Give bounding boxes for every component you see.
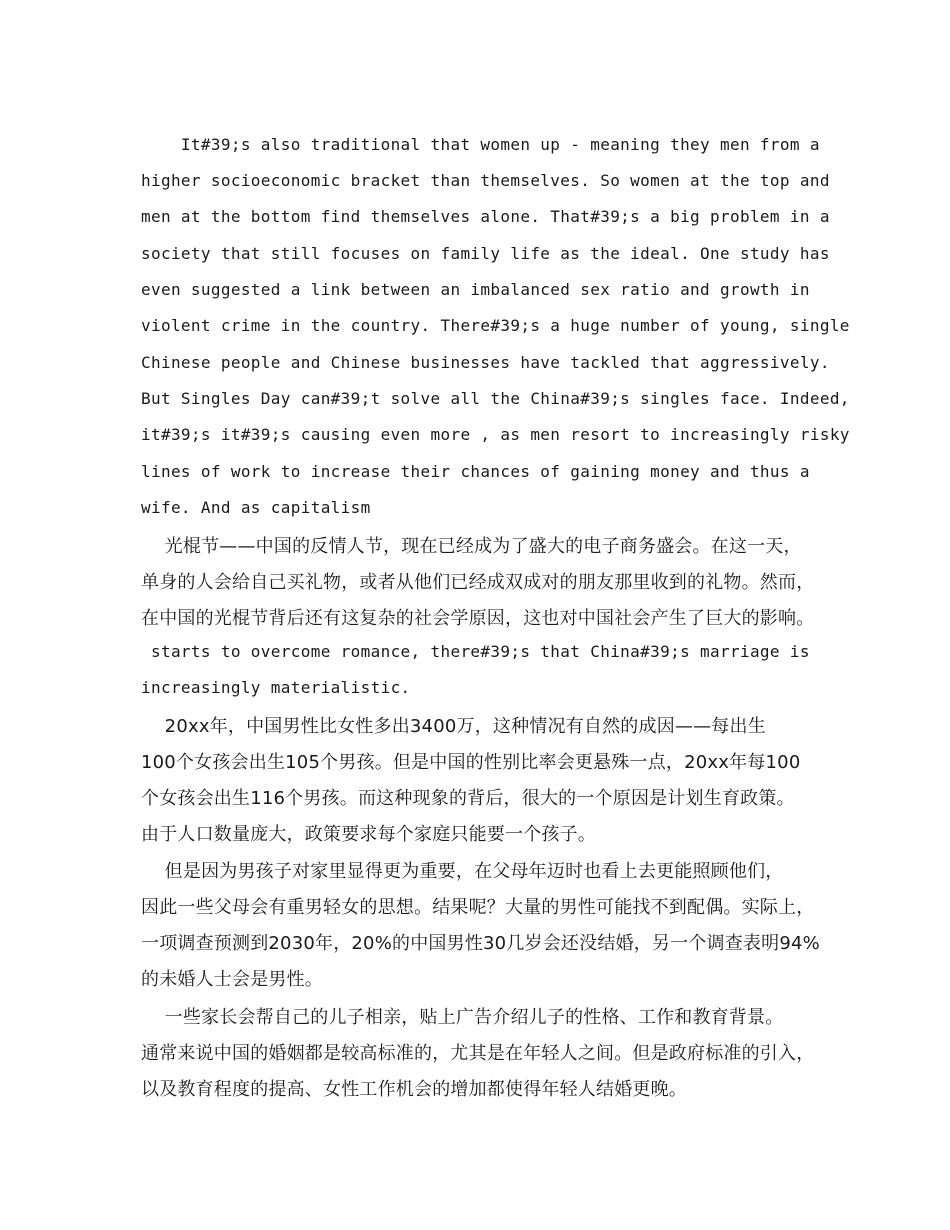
text-line: starts to overcome romance, there#39;s that China#39;s marriage is [141, 642, 810, 661]
text-line: Chinese people and Chinese businesses have tackled that aggressively. [141, 353, 830, 372]
text-line: 20xx年，中国男性比女性多出3400万，这种情况有自然的成因——每出生 [141, 716, 766, 737]
text-line: 由于人口数量庞大，政策要求每个家庭只能要一个孩子。 [141, 824, 596, 845]
text-line: 但是因为男孩子对家里显得更为重要，在父母年迈时也看上去更能照顾他们， [141, 861, 784, 882]
text-line: increasingly materialistic. [141, 678, 411, 697]
text-line: 一项调查预测到2030年，20%的中国男性30几岁会还没结婚，另一个调查表明94% [141, 933, 820, 954]
text-line: 单身的人会给自己买礼物，或者从他们已经成双成对的朋友那里收到的礼物。然而， [141, 572, 815, 593]
text-line: it#39;s it#39;s causing even more , as men resort to increasingly risky [141, 425, 850, 444]
text-line: 通常来说中国的婚姻都是较高标准的，尤其是在年轻人之间。但是政府标准的引入， [141, 1043, 815, 1064]
text-line: 以及教育程度的提高、女性工作机会的增加都使得年轻人结婚更晚。 [141, 1079, 687, 1100]
text-line: society that still focuses on family life as the ideal. One study has [141, 244, 830, 263]
text-line: 在中国的光棍节背后还有这复杂的社会学原因，这也对中国社会产生了巨大的影响。 [141, 608, 815, 629]
text-line: But Singles Day can#39;t solve all the China#39;s singles face. Indeed, [141, 389, 850, 408]
text-line: higher socioeconomic bracket than themselves. So women at the top and [141, 171, 830, 190]
text-line: lines of work to increase their chances of gaining money and thus a [141, 462, 810, 481]
text-line: 因此一些父母会有重男轻女的思想。结果呢？大量的男性可能找不到配偶。实际上， [141, 897, 815, 918]
text-line: It#39;s also traditional that women up - meaning they men from a [141, 135, 820, 154]
text-line: 光棍节——中国的反情人节，现在已经成为了盛大的电子商务盛会。在这一天， [141, 536, 802, 557]
text-line: 个女孩会出生116个男孩。而这种现象的背后，很大的一个原因是计划生育政策。 [141, 788, 795, 809]
text-line: 100个女孩会出生105个男孩。但是中国的性别比率会更悬殊一点，20xx年每100 [141, 752, 801, 773]
text-line: even suggested a link between an imbalanced sex ratio and growth in [141, 280, 810, 299]
text-line: wife. And as capitalism [141, 498, 371, 517]
text-line: men at the bottom find themselves alone. That#39;s a big problem in a [141, 207, 830, 226]
text-line: violent crime in the country. There#39;s a huge number of young, single [141, 316, 850, 335]
text-line: 的未婚人士会是男性。 [141, 969, 323, 990]
text-line: 一些家长会帮自己的儿子相亲，贴上广告介绍儿子的性格、工作和教育背景。 [141, 1007, 784, 1028]
